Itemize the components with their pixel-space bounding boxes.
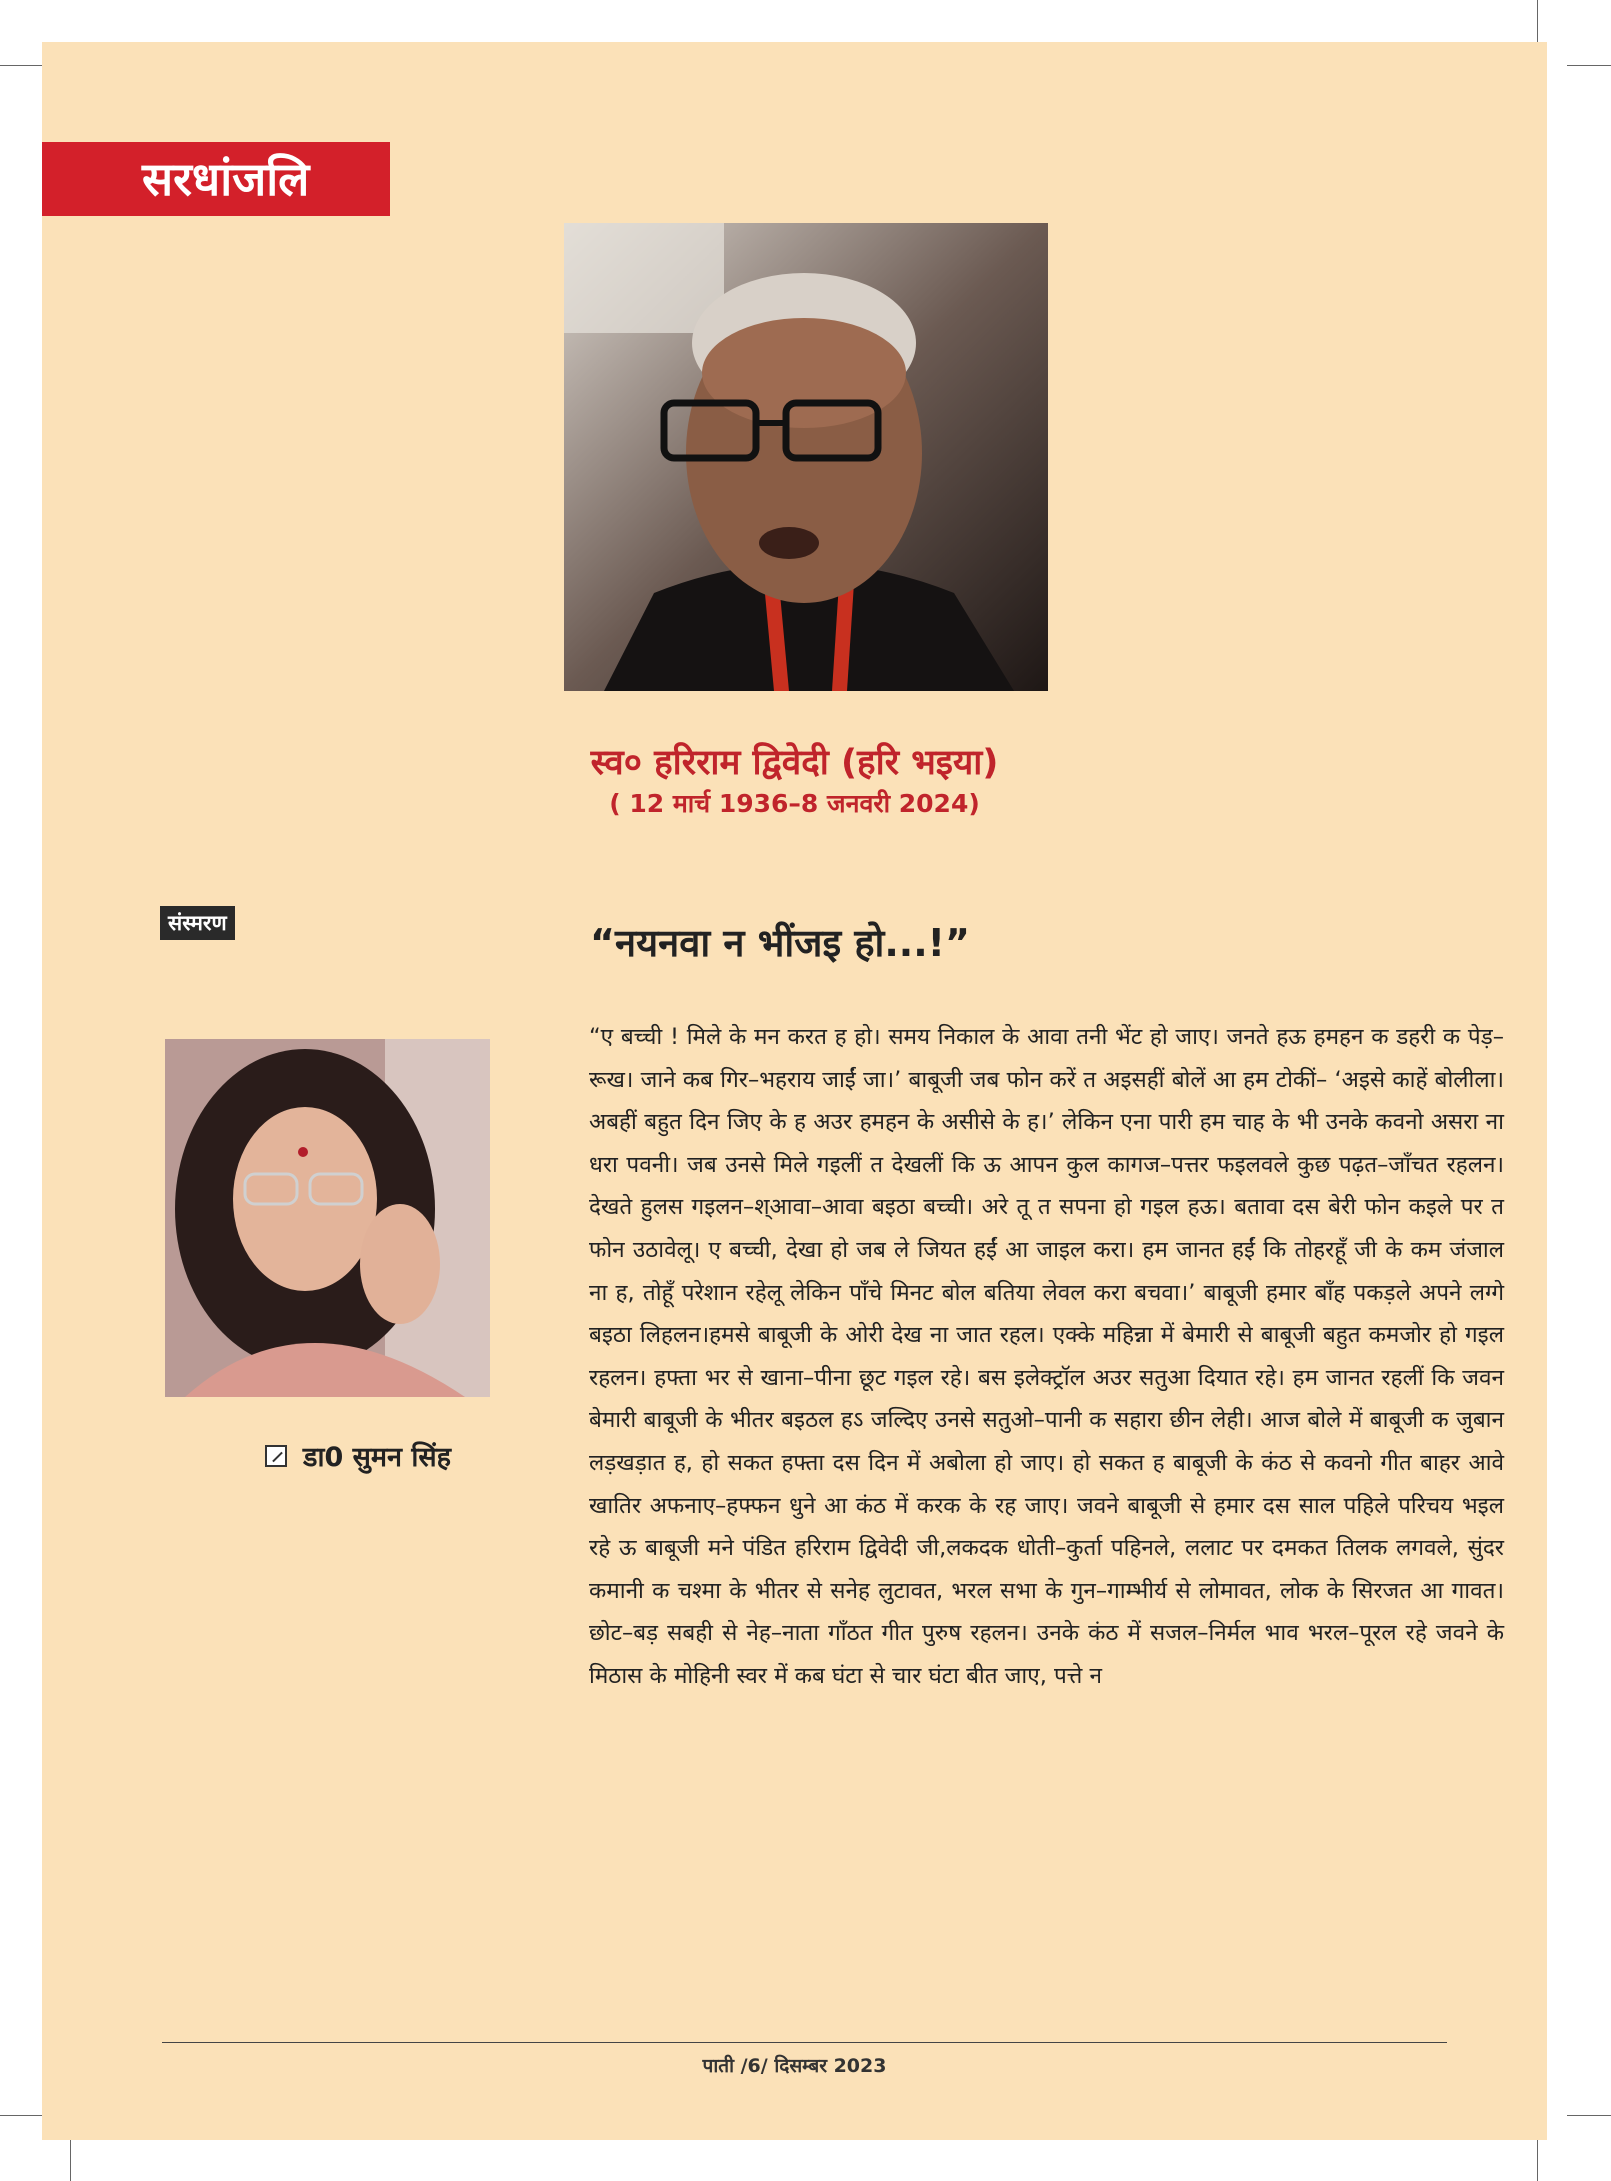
article-title: “नयनवा न भींजइ हो...!” (590, 921, 970, 965)
section-banner: सरधांजलि (42, 142, 390, 216)
author-byline (265, 1437, 451, 1474)
subject-dates: ( 12 मार्च 1936–8 जनवरी 2024) (609, 789, 980, 818)
author-name: डा0 सुमन सिंह (303, 1442, 451, 1473)
category-tag: संस्मरण (160, 906, 235, 940)
article-paragraph: “ए बच्ची ! मिले के मन करत ह हो। समय निकाल के आवा तनी भेंट हो जाए। जनते हऊ हमहन क डहरी क पेड़–रूख। जाने कब गिर–भहराय जाईं जा।’ बाबूजी जब फोन करें त अइसहीं बोलें आ हम टोकीं– ‘अइसे काहें बोलीला। अबहीं बहुत दिन जिए के ह अउर हमहन के असीसे के ह।’ लेकिन एना पारी हम चाह के भी उनके कवनो असरा ना धरा पवनी। जब उनसे मिले गइलीं त देखलीं कि ऊ आपन कुल कागज–पत्तर फइलवले कुछ पढ़त–जाँचत रहलन। देखते हुलस गइलन–श्आवा–आवा बइठा बच्ची। अरे तू त सपना हो गइल हऊ। बतावा दस बेरी फोन कइले पर त फोन उठावेलू। ए बच्ची, देखा हो जब ले जियत हईं आ जाइल करा। हम जानत हईं कि तोहरहूँ जी के कम जंजाल ना ह, तोहूँ परेशान रहेलू लेकिन पाँचे मिनट बोल बतिया लेवल करा बचवा।’ बाबूजी हमार बाँह पकड़ले अपने लग्गे बइठा लिहलन।हमसे बाबूजी के ओरी देख ना जात रहल। एक्के महिन्ना में बेमारी से बाबूजी बहुत कमजोर हो गइल रहलन। हफ्ता भर से खाना–पीना छूट गइल रहे। बस इलेक्ट्रॉल अउर सतुआ दियात रहे। हम जानत रहलीं कि जवन बेमारी बाबूजी के भीतर बइठल हऽ जल्दिए उनसे सतुओ–पानी क सहारा छीन लेही। आज बोले में बाबूजी क जुबान लड़खड़ात ह, हो सकत हफ्ता दस दिन में अबोला हो जाए। हो सकत ह बाबूजी के कंठ से कवनो गीत बाहर आवे खातिर अफनाए–हफ्फन धुने आ कंठ में करक के रह जाए। जवने बाबूजी से हमार दस साल पहिले परिचय भइल रहे ऊ बाबूजी मने पंडित हरिराम द्विवेदी जी,लकदक धोती–कुर्ता पहिनले, ललाट पर दमकत तिलक लगवले, सुंदर कमानी क चश्मा के भीतर से सनेह लुटावत, भरल सभा के गुन–गाम्भीर्य से लोमावत, लोक के सिरजत आ गावत। छोट–बड़ सबही से नेह–नाता गाँठत गीत पुरुष रहलन। उनके कंठ में सजल–निर्मल भाव भरल–पूरल रहे जवने के मिठास के मोहिनी स्वर में कब घंटा से चार घंटा बीत जाए, पत्ते न (589, 1024, 1504, 1689)
subject-portrait (564, 223, 1048, 691)
footer-rule (162, 2042, 1447, 2043)
author-photo (165, 1039, 490, 1397)
page (42, 42, 1547, 2140)
subject-name: स्व० हरिराम द्विवेदी (हरि भइया) (590, 743, 999, 783)
page-footer: पाती /6/ दिसम्बर 2023 (702, 2055, 887, 2077)
pen-icon (265, 1445, 287, 1467)
article-body (589, 1016, 1504, 1698)
